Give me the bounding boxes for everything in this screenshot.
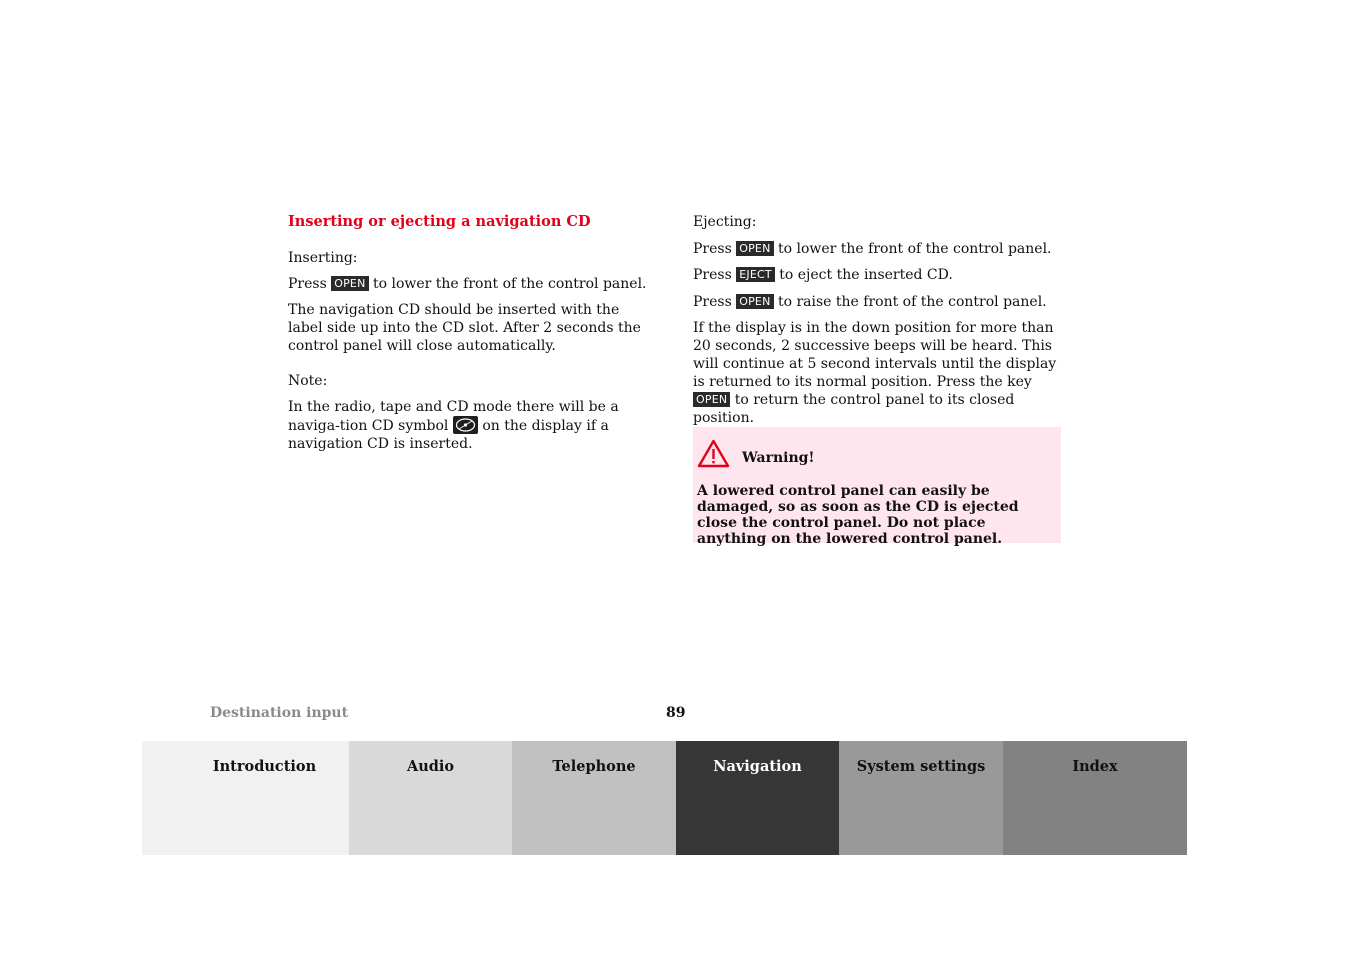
warning-triangle-icon [697, 439, 730, 468]
press-word: Press [693, 267, 732, 283]
tab-introduction[interactable]: Introduction [142, 741, 349, 855]
step-text: to eject the inserted CD. [779, 267, 953, 283]
tab-telephone[interactable]: Telephone [512, 741, 676, 855]
note-text-2: on the display if a navigation CD is inserted. [288, 418, 609, 452]
warning-title: Warning! [742, 450, 815, 466]
note-text-1: In the radio, tape and CD mode there will be a naviga-tion CD symbol [288, 399, 619, 434]
display-text-2: to return the control panel to its closed position. [693, 392, 1015, 426]
warning-box [693, 427, 1061, 547]
inserting-label: Inserting: [288, 250, 358, 266]
press-word: Press [693, 241, 732, 257]
eject-step-eject [693, 266, 1063, 284]
tab-system-settings[interactable]: System settings [839, 741, 1003, 855]
open-key-icon: OPEN [331, 276, 368, 291]
display-paragraph [693, 319, 1063, 427]
warning-text: A lowered control panel can easily be damaged, so as soon as the CD is ejected close the control panel. Do not place anything on the lowered control panel. [697, 483, 1019, 547]
eject-step-open [693, 240, 1063, 258]
step-text: to lower the front of the control panel. [372, 276, 647, 292]
ejecting-label: Ejecting: [693, 214, 757, 230]
press-word: Press [693, 294, 732, 310]
step-text: to lower the front of the control panel. [777, 241, 1052, 257]
display-text-1: If the display is in the down position for more than 20 seconds, 2 successive beeps will be heard. This will continue at 5 second intervals until the display is returned to its normal position. Press the key [693, 320, 1057, 390]
open-key-icon: OPEN [736, 294, 773, 309]
navigation-cd-symbol-icon [453, 416, 478, 434]
footer-section: Destination input [210, 705, 349, 721]
insert-paragraph: The navigation CD should be inserted with the label side up into the CD slot. After 2 seconds the control panel will close automatically. [288, 302, 641, 354]
tab-audio[interactable]: Audio [349, 741, 512, 855]
eject-key-icon: EJECT [736, 267, 775, 282]
tab-index[interactable]: Index [1003, 741, 1187, 855]
step-text: to raise the front of the control panel. [777, 294, 1047, 310]
open-key-icon: OPEN [693, 392, 730, 407]
press-word: Press [288, 276, 327, 292]
page-number: 89 [666, 705, 686, 721]
eject-step-raise [693, 293, 1063, 311]
open-key-icon: OPEN [736, 241, 773, 256]
note-label: Note: [288, 373, 328, 389]
note-paragraph [288, 398, 658, 453]
insert-step-open [288, 275, 658, 293]
tab-navigation[interactable]: Navigation [676, 741, 839, 855]
section-heading: Inserting or ejecting a navigation CD [288, 213, 591, 230]
